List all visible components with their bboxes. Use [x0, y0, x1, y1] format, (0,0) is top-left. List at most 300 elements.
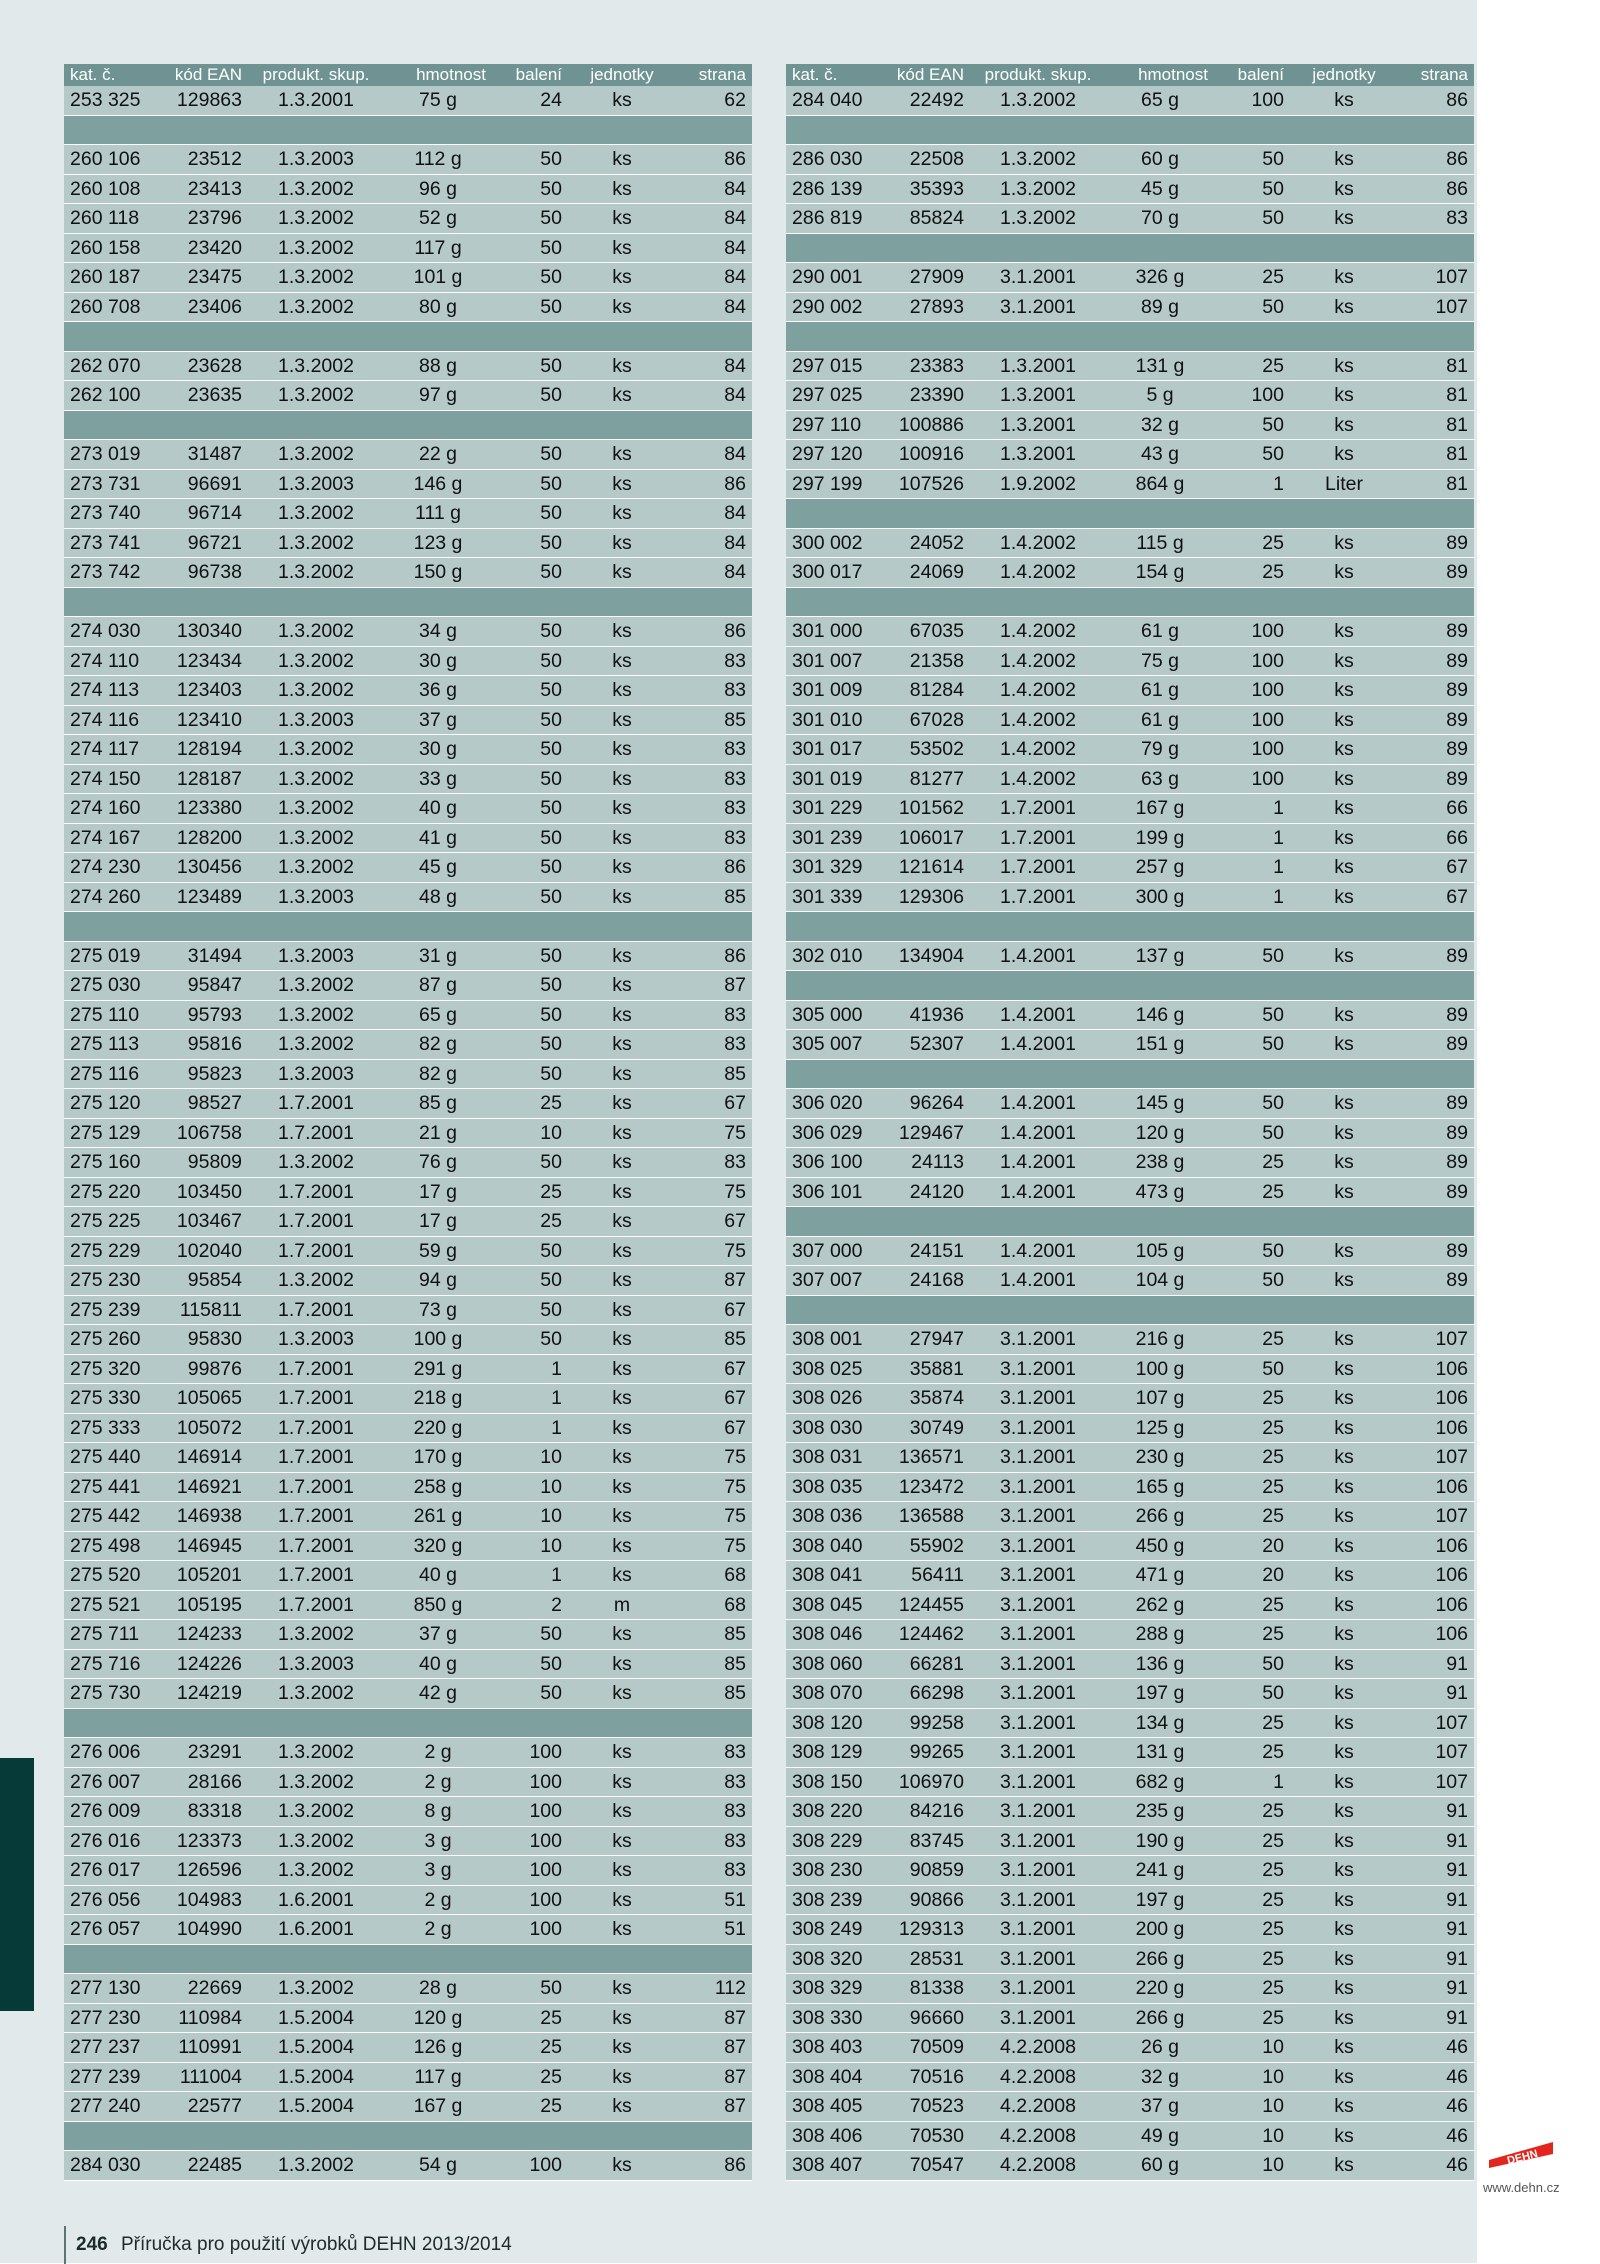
cell-product-group: 1.7.2001 — [248, 1207, 384, 1237]
cell-ean-code: 23291 — [168, 1738, 248, 1768]
column-header-unit: jednotky — [568, 64, 676, 86]
cell-weight: 238 g — [1106, 1148, 1214, 1178]
cell-weight: 65 g — [1106, 86, 1214, 115]
table-row — [64, 145, 752, 175]
cell-weight: 105 g — [1106, 1236, 1214, 1266]
cell-product-group: 1.3.2002 — [248, 233, 384, 263]
cell-page-ref: 89 — [1398, 676, 1474, 706]
cell-catalog-number: 305 000 — [786, 1000, 890, 1030]
cell-package-qty: 1 — [492, 1384, 568, 1414]
cell-ean-code: 146938 — [168, 1502, 248, 1532]
cell-page-ref: 106 — [1398, 1620, 1474, 1650]
cell-catalog-number: 308 031 — [786, 1443, 890, 1473]
table-row — [64, 1295, 752, 1325]
cell-package-qty: 50 — [492, 558, 568, 588]
cell-catalog-number: 262 100 — [64, 381, 168, 411]
cell-product-group: 1.4.2002 — [970, 558, 1106, 588]
cell-catalog-number: 308 320 — [786, 1944, 890, 1974]
cell-ean-code: 99265 — [890, 1738, 970, 1768]
cell-product-group: 3.1.2001 — [970, 1856, 1106, 1886]
cell-unit: ks — [568, 646, 676, 676]
cell-page-ref: 84 — [676, 440, 752, 470]
cell-unit: ks — [1290, 558, 1398, 588]
cell-weight: 190 g — [1106, 1826, 1214, 1856]
cell-ean-code: 106758 — [168, 1118, 248, 1148]
separator-cell — [786, 322, 1474, 352]
cell-weight: 864 g — [1106, 469, 1214, 499]
cell-ean-code: 24069 — [890, 558, 970, 588]
cell-catalog-number: 275 260 — [64, 1325, 168, 1355]
cell-unit: ks — [568, 1354, 676, 1384]
cell-package-qty: 25 — [1214, 1502, 1290, 1532]
cell-weight: 197 g — [1106, 1679, 1214, 1709]
cell-package-qty: 100 — [1214, 735, 1290, 765]
page-footer — [64, 2226, 512, 2264]
cell-weight: 30 g — [384, 735, 492, 765]
cell-catalog-number: 277 237 — [64, 2033, 168, 2063]
cell-catalog-number: 273 019 — [64, 440, 168, 470]
cell-package-qty: 50 — [492, 853, 568, 883]
cell-unit: ks — [568, 1649, 676, 1679]
group-separator-row — [64, 912, 752, 942]
table-row — [786, 705, 1474, 735]
cell-product-group: 1.3.2002 — [248, 558, 384, 588]
cell-catalog-number: 308 026 — [786, 1384, 890, 1414]
cell-unit: ks — [1290, 145, 1398, 175]
cell-ean-code: 81284 — [890, 676, 970, 706]
cell-unit: ks — [1290, 1649, 1398, 1679]
cell-ean-code: 115811 — [168, 1295, 248, 1325]
cell-page-ref: 86 — [676, 853, 752, 883]
cell-product-group: 1.3.2002 — [248, 853, 384, 883]
cell-unit: ks — [1290, 381, 1398, 411]
cell-weight: 146 g — [384, 469, 492, 499]
cell-weight: 45 g — [384, 853, 492, 883]
separator-cell — [64, 2121, 752, 2151]
cell-unit: ks — [1290, 2151, 1398, 2181]
column-header-weight: hmotnost — [384, 64, 492, 86]
cell-product-group: 1.4.2001 — [970, 1118, 1106, 1148]
cell-unit: ks — [568, 1295, 676, 1325]
cell-product-group: 1.4.2002 — [970, 646, 1106, 676]
cell-ean-code: 66298 — [890, 1679, 970, 1709]
cell-catalog-number: 286 139 — [786, 174, 890, 204]
cell-unit: ks — [1290, 292, 1398, 322]
cell-page-ref: 67 — [1398, 853, 1474, 883]
cell-weight: 32 g — [1106, 410, 1214, 440]
cell-product-group: 3.1.2001 — [970, 1620, 1106, 1650]
cell-catalog-number: 297 025 — [786, 381, 890, 411]
cell-product-group: 1.6.2001 — [248, 1915, 384, 1945]
cell-product-group: 1.3.2002 — [248, 528, 384, 558]
product-table-left — [64, 64, 752, 2181]
cell-weight: 115 g — [1106, 528, 1214, 558]
cell-unit: ks — [1290, 1413, 1398, 1443]
cell-weight: 112 g — [384, 145, 492, 175]
cell-unit: ks — [1290, 174, 1398, 204]
column-header-page-ref: strana — [1398, 64, 1474, 86]
cell-product-group: 4.2.2008 — [970, 2033, 1106, 2063]
cell-ean-code: 129306 — [890, 882, 970, 912]
table-row — [64, 174, 752, 204]
cell-unit: ks — [1290, 764, 1398, 794]
table-row — [786, 853, 1474, 883]
cell-catalog-number: 306 101 — [786, 1177, 890, 1207]
cell-unit: ks — [568, 558, 676, 588]
cell-product-group: 1.9.2002 — [970, 469, 1106, 499]
cell-product-group: 1.3.2002 — [248, 764, 384, 794]
cell-catalog-number: 308 070 — [786, 1679, 890, 1709]
cell-weight: 97 g — [384, 381, 492, 411]
cell-catalog-number: 275 230 — [64, 1266, 168, 1296]
cell-catalog-number: 275 330 — [64, 1384, 168, 1414]
cell-weight: 100 g — [1106, 1354, 1214, 1384]
cell-weight: 235 g — [1106, 1797, 1214, 1827]
group-separator-row — [64, 115, 752, 145]
cell-catalog-number: 308 001 — [786, 1325, 890, 1355]
cell-weight: 120 g — [384, 2003, 492, 2033]
cell-product-group: 1.3.2002 — [248, 204, 384, 234]
cell-product-group: 1.7.2001 — [248, 1236, 384, 1266]
cell-weight: 32 g — [1106, 2062, 1214, 2092]
cell-unit: ks — [568, 1207, 676, 1237]
cell-catalog-number: 301 000 — [786, 617, 890, 647]
cell-package-qty: 50 — [492, 499, 568, 529]
cell-package-qty: 25 — [1214, 1974, 1290, 2004]
cell-catalog-number: 275 129 — [64, 1118, 168, 1148]
cell-package-qty: 1 — [1214, 794, 1290, 824]
cell-unit: ks — [1290, 1590, 1398, 1620]
cell-page-ref: 106 — [1398, 1354, 1474, 1384]
cell-page-ref: 46 — [1398, 2033, 1474, 2063]
cell-page-ref: 86 — [676, 617, 752, 647]
cell-weight: 266 g — [1106, 1502, 1214, 1532]
cell-ean-code: 123380 — [168, 794, 248, 824]
cell-product-group: 3.1.2001 — [970, 1826, 1106, 1856]
cell-package-qty: 25 — [1214, 1620, 1290, 1650]
cell-page-ref: 68 — [676, 1561, 752, 1591]
cell-unit: ks — [1290, 676, 1398, 706]
cell-package-qty: 100 — [492, 1738, 568, 1768]
cell-weight: 2 g — [384, 1885, 492, 1915]
table-row — [786, 351, 1474, 381]
cell-unit: ks — [1290, 1266, 1398, 1296]
cell-weight: 37 g — [1106, 2092, 1214, 2122]
cell-ean-code: 24113 — [890, 1148, 970, 1178]
table-row — [64, 2062, 752, 2092]
cell-catalog-number: 273 741 — [64, 528, 168, 558]
cell-package-qty: 100 — [1214, 646, 1290, 676]
cell-page-ref: 83 — [1398, 204, 1474, 234]
separator-cell — [64, 115, 752, 145]
cell-unit: ks — [1290, 1118, 1398, 1148]
cell-product-group: 1.7.2001 — [248, 1295, 384, 1325]
cell-unit: ks — [1290, 882, 1398, 912]
cell-weight: 34 g — [384, 617, 492, 647]
publication-title: Příručka pro použití výrobků DEHN 2013/2014 — [120, 2234, 512, 2255]
cell-unit: ks — [1290, 1944, 1398, 1974]
cell-package-qty: 100 — [492, 1767, 568, 1797]
cell-ean-code: 55902 — [890, 1531, 970, 1561]
table-row — [786, 1826, 1474, 1856]
logo-text: DEHN — [1505, 2148, 1540, 2168]
cell-weight: 79 g — [1106, 735, 1214, 765]
cell-page-ref: 85 — [676, 1059, 752, 1089]
cell-unit: ks — [1290, 646, 1398, 676]
cell-weight: 89 g — [1106, 292, 1214, 322]
cell-catalog-number: 301 007 — [786, 646, 890, 676]
cell-unit: ks — [1290, 1384, 1398, 1414]
page-number: 246 — [76, 2234, 108, 2255]
cell-unit: ks — [568, 86, 676, 115]
cell-unit: ks — [568, 1059, 676, 1089]
table-row — [786, 1472, 1474, 1502]
cell-unit: ks — [568, 1443, 676, 1473]
cell-ean-code: 53502 — [890, 735, 970, 765]
cell-product-group: 1.7.2001 — [248, 1590, 384, 1620]
cell-weight: 59 g — [384, 1236, 492, 1266]
cell-package-qty: 25 — [1214, 528, 1290, 558]
table-row — [64, 617, 752, 647]
cell-ean-code: 23475 — [168, 263, 248, 293]
cell-ean-code: 107526 — [890, 469, 970, 499]
cell-ean-code: 121614 — [890, 853, 970, 883]
group-separator-row — [786, 115, 1474, 145]
cell-catalog-number: 273 740 — [64, 499, 168, 529]
cell-weight: 80 g — [384, 292, 492, 322]
cell-unit: ks — [568, 764, 676, 794]
cell-weight: 88 g — [384, 351, 492, 381]
cell-package-qty: 100 — [1214, 86, 1290, 115]
table-row — [64, 1502, 752, 1532]
cell-weight: 326 g — [1106, 263, 1214, 293]
cell-product-group: 1.3.2003 — [248, 882, 384, 912]
cell-package-qty: 50 — [1214, 1679, 1290, 1709]
cell-weight: 288 g — [1106, 1620, 1214, 1650]
separator-cell — [786, 587, 1474, 617]
table-row — [786, 617, 1474, 647]
cell-weight: 120 g — [1106, 1118, 1214, 1148]
cell-unit: ks — [1290, 1443, 1398, 1473]
cell-package-qty: 50 — [492, 145, 568, 175]
cell-unit: ks — [1290, 1915, 1398, 1945]
cell-weight: 28 g — [384, 1974, 492, 2004]
table-row — [64, 1767, 752, 1797]
table-row — [786, 86, 1474, 115]
cell-ean-code: 81338 — [890, 1974, 970, 2004]
cell-unit: ks — [568, 1472, 676, 1502]
cell-package-qty: 25 — [492, 2092, 568, 2122]
cell-unit: ks — [1290, 1561, 1398, 1591]
cell-package-qty: 50 — [492, 292, 568, 322]
cell-product-group: 1.7.2001 — [248, 1413, 384, 1443]
table-row — [64, 1679, 752, 1709]
cell-ean-code: 129863 — [168, 86, 248, 115]
cell-weight: 73 g — [384, 1295, 492, 1325]
cell-page-ref: 66 — [1398, 823, 1474, 853]
separator-cell — [786, 1207, 1474, 1237]
cell-package-qty: 25 — [492, 2033, 568, 2063]
cell-ean-code: 146914 — [168, 1443, 248, 1473]
cell-package-qty: 1 — [1214, 853, 1290, 883]
cell-catalog-number: 308 060 — [786, 1649, 890, 1679]
cell-catalog-number: 297 199 — [786, 469, 890, 499]
cell-page-ref: 75 — [676, 1177, 752, 1207]
cell-product-group: 1.3.2002 — [248, 676, 384, 706]
table-row — [786, 646, 1474, 676]
cell-ean-code: 95809 — [168, 1148, 248, 1178]
cell-page-ref: 84 — [676, 233, 752, 263]
cell-product-group: 1.4.2002 — [970, 617, 1106, 647]
table-row — [786, 145, 1474, 175]
separator-cell — [64, 410, 752, 440]
cell-package-qty: 50 — [492, 1295, 568, 1325]
cell-weight: 131 g — [1106, 1738, 1214, 1768]
cell-page-ref: 91 — [1398, 1856, 1474, 1886]
cell-ean-code: 66281 — [890, 1649, 970, 1679]
cell-unit: ks — [568, 1620, 676, 1650]
cell-unit: ks — [1290, 440, 1398, 470]
cell-catalog-number: 308 129 — [786, 1738, 890, 1768]
cell-package-qty: 25 — [1214, 1590, 1290, 1620]
cell-page-ref: 89 — [1398, 646, 1474, 676]
cell-page-ref: 91 — [1398, 1826, 1474, 1856]
table-row — [64, 1384, 752, 1414]
cell-package-qty: 1 — [1214, 1767, 1290, 1797]
cell-catalog-number: 290 001 — [786, 263, 890, 293]
cell-product-group: 1.3.2002 — [248, 263, 384, 293]
cell-page-ref: 67 — [1398, 882, 1474, 912]
table-row — [786, 735, 1474, 765]
separator-cell — [786, 499, 1474, 529]
cell-unit: ks — [1290, 86, 1398, 115]
cell-package-qty: 1 — [1214, 469, 1290, 499]
table-row — [64, 1177, 752, 1207]
cell-page-ref: 67 — [676, 1089, 752, 1119]
cell-unit: ks — [1290, 1531, 1398, 1561]
cell-ean-code: 95793 — [168, 1000, 248, 1030]
cell-unit: ks — [568, 617, 676, 647]
table-row — [786, 1325, 1474, 1355]
cell-package-qty: 100 — [492, 1826, 568, 1856]
cell-catalog-number: 308 041 — [786, 1561, 890, 1591]
cell-catalog-number: 307 000 — [786, 1236, 890, 1266]
cell-page-ref: 68 — [676, 1590, 752, 1620]
cell-ean-code: 96714 — [168, 499, 248, 529]
table-row — [786, 1561, 1474, 1591]
cell-package-qty: 50 — [1214, 1266, 1290, 1296]
cell-product-group: 3.1.2001 — [970, 1767, 1106, 1797]
separator-cell — [786, 1059, 1474, 1089]
cell-page-ref: 66 — [1398, 794, 1474, 824]
table-row — [786, 1384, 1474, 1414]
table-row — [786, 1413, 1474, 1443]
cell-catalog-number: 276 009 — [64, 1797, 168, 1827]
cell-package-qty: 25 — [1214, 1856, 1290, 1886]
cell-product-group: 1.3.2002 — [248, 1030, 384, 1060]
cell-product-group: 1.7.2001 — [248, 1531, 384, 1561]
table-row — [64, 1118, 752, 1148]
cell-package-qty: 25 — [492, 2003, 568, 2033]
cell-product-group: 1.5.2004 — [248, 2062, 384, 2092]
cell-catalog-number: 308 230 — [786, 1856, 890, 1886]
cell-ean-code: 101562 — [890, 794, 970, 824]
cell-catalog-number: 284 030 — [64, 2151, 168, 2181]
cell-product-group: 1.3.2003 — [248, 1325, 384, 1355]
cell-page-ref: 86 — [1398, 174, 1474, 204]
cell-product-group: 1.5.2004 — [248, 2033, 384, 2063]
cell-product-group: 1.3.2002 — [248, 1856, 384, 1886]
cell-weight: 2 g — [384, 1915, 492, 1945]
cell-ean-code: 24052 — [890, 528, 970, 558]
column-header-ean-code: kód EAN — [168, 64, 248, 86]
cell-ean-code: 22577 — [168, 2092, 248, 2122]
cell-unit: ks — [568, 440, 676, 470]
table-row — [786, 410, 1474, 440]
cell-package-qty: 50 — [1214, 1649, 1290, 1679]
cell-page-ref: 89 — [1398, 764, 1474, 794]
table-row — [64, 1059, 752, 1089]
cell-ean-code: 95823 — [168, 1059, 248, 1089]
cell-weight: 151 g — [1106, 1030, 1214, 1060]
cell-ean-code: 27893 — [890, 292, 970, 322]
cell-page-ref: 89 — [1398, 735, 1474, 765]
table-row — [64, 1413, 752, 1443]
cell-catalog-number: 308 329 — [786, 1974, 890, 2004]
cell-ean-code: 136571 — [890, 1443, 970, 1473]
cell-catalog-number: 260 158 — [64, 233, 168, 263]
cell-product-group: 3.1.2001 — [970, 1443, 1106, 1473]
cell-package-qty: 25 — [1214, 263, 1290, 293]
cell-product-group: 1.4.2001 — [970, 1148, 1106, 1178]
cell-package-qty: 50 — [492, 1974, 568, 2004]
table-row — [64, 823, 752, 853]
cell-weight: 37 g — [384, 1620, 492, 1650]
cell-unit: ks — [568, 1089, 676, 1119]
cell-unit: ks — [568, 528, 676, 558]
cell-product-group: 1.4.2002 — [970, 676, 1106, 706]
cell-page-ref: 84 — [676, 558, 752, 588]
cell-unit: ks — [1290, 1472, 1398, 1502]
cell-package-qty: 50 — [492, 263, 568, 293]
cell-product-group: 3.1.2001 — [970, 1590, 1106, 1620]
cell-product-group: 1.3.2002 — [248, 174, 384, 204]
cell-unit: ks — [1290, 617, 1398, 647]
cell-weight: 220 g — [384, 1413, 492, 1443]
cell-catalog-number: 276 007 — [64, 1767, 168, 1797]
cell-product-group: 1.3.2002 — [970, 204, 1106, 234]
cell-weight: 117 g — [384, 233, 492, 263]
table-row — [64, 469, 752, 499]
cell-unit: ks — [568, 351, 676, 381]
cell-package-qty: 100 — [492, 2151, 568, 2181]
table-row — [64, 263, 752, 293]
table-row — [786, 764, 1474, 794]
cell-package-qty: 50 — [1214, 410, 1290, 440]
cell-page-ref: 81 — [1398, 440, 1474, 470]
cell-package-qty: 20 — [1214, 1561, 1290, 1591]
cell-product-group: 3.1.2001 — [970, 1797, 1106, 1827]
cell-package-qty: 100 — [1214, 705, 1290, 735]
cell-page-ref: 85 — [676, 1679, 752, 1709]
cell-page-ref: 107 — [1398, 1443, 1474, 1473]
table-row — [64, 1089, 752, 1119]
cell-unit: ks — [568, 1177, 676, 1207]
cell-weight: 262 g — [1106, 1590, 1214, 1620]
cell-catalog-number: 308 403 — [786, 2033, 890, 2063]
cell-package-qty: 50 — [492, 823, 568, 853]
cell-page-ref: 83 — [676, 1826, 752, 1856]
